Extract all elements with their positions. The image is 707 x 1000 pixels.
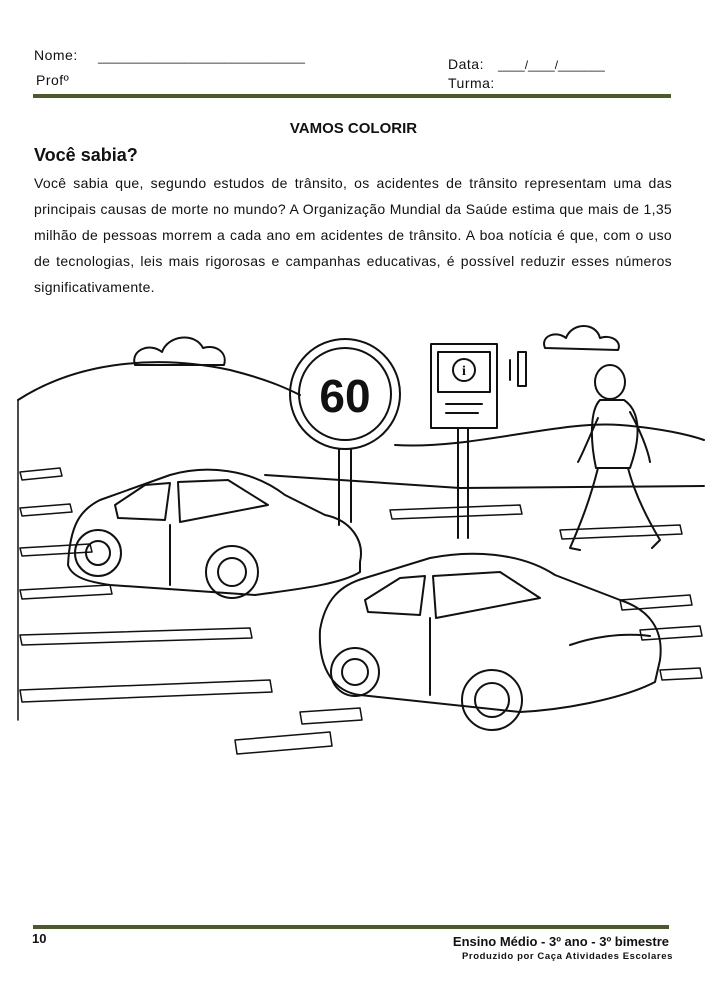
activity-title: VAMOS COLORIR: [289, 120, 418, 137]
page-number: 10: [32, 931, 47, 946]
credit-label: Produzido por Caça Atividades Escolares: [462, 951, 673, 962]
info-sign-symbol: i: [462, 364, 466, 379]
speed-limit-number: 60: [319, 370, 371, 422]
section-heading: Você sabia?: [34, 145, 138, 165]
nome-field[interactable]: _______________________________: [98, 50, 305, 64]
cloud-left: [134, 337, 225, 365]
horizon-line: [265, 475, 704, 488]
info-paragraph: Você sabia que, segundo estudos de trânsito, os acidentes de trânsito representam uma das principais causas de morte no mundo? A Organização Mundial da Saúde estima que mais de 1,35 milhão de pessoas morrem a cada ano em acidentes de trânsito. A boa notícia é que, com o uso de tecnologias, leis mais rigorosas e campanhas educativas, é possível reduzir esses números significativamente.: [34, 175, 672, 295]
prof-label: Profº: [36, 72, 70, 88]
course-label: Ensino Médio - 3º ano - 3º bimestre: [452, 934, 669, 949]
turma-label: Turma:: [448, 75, 495, 91]
cloud-right: [544, 326, 619, 350]
pedestrian-figure: [570, 365, 660, 550]
traffic-coloring-illustration: [0, 300, 707, 770]
data-field[interactable]: ____/____/_______: [498, 58, 605, 72]
data-label: Data:: [448, 56, 484, 72]
car-left: [68, 470, 361, 598]
hill-left: [18, 362, 300, 400]
header-rule: [33, 94, 671, 98]
speed-limit-sign: [290, 339, 400, 525]
nome-label: Nome:: [34, 47, 78, 63]
footer-rule: [33, 925, 669, 929]
car-right: [320, 554, 661, 730]
